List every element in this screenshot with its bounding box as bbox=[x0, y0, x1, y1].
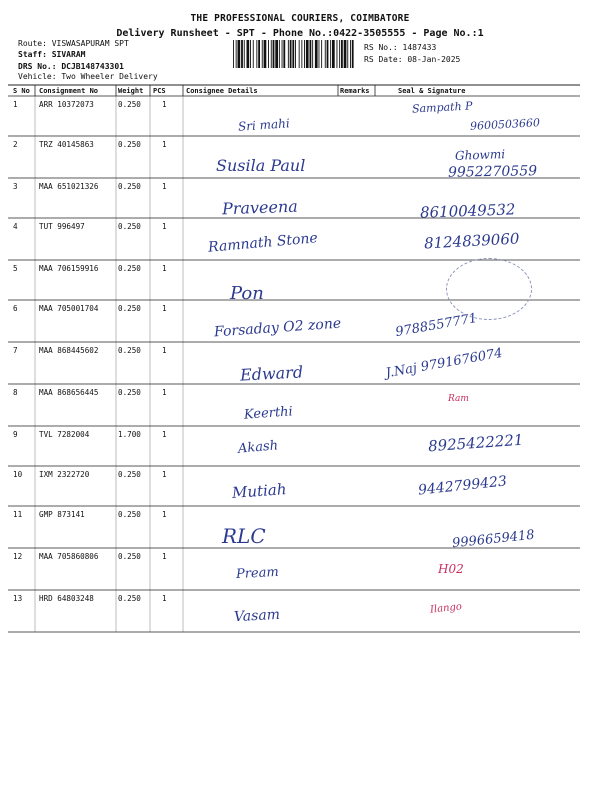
barcode-bar bbox=[238, 40, 241, 68]
row-weight: 1.700 bbox=[118, 430, 141, 439]
drs-label: DRS No.: bbox=[18, 62, 57, 71]
barcode-bar bbox=[306, 40, 309, 68]
row-signature-handwritten: J.Naj 9791676074 bbox=[384, 345, 504, 382]
barcode-bar bbox=[327, 40, 329, 68]
barcode-bar bbox=[301, 40, 302, 68]
row-consignee-handwritten: Susila Paul bbox=[216, 156, 306, 175]
drs-line bbox=[18, 62, 124, 71]
row-signature-handwritten: H02 bbox=[438, 562, 464, 576]
route-label: Route: bbox=[18, 39, 47, 48]
barcode-image bbox=[232, 40, 354, 68]
barcode-bar bbox=[244, 40, 245, 68]
row-consignee-handwritten: Edward bbox=[239, 362, 304, 385]
col-header-consignee: Consignee Details bbox=[186, 87, 258, 95]
barcode-bar bbox=[319, 40, 320, 68]
row-consignee-handwritten: Keerthi bbox=[243, 404, 294, 423]
col-header-seal-signature: Seal & Signature bbox=[398, 87, 466, 95]
barcode-bar bbox=[233, 40, 234, 68]
barcode-bar bbox=[332, 40, 335, 68]
row-sno: 9 bbox=[13, 430, 18, 439]
rs-date-line bbox=[364, 55, 460, 64]
barcode-bar bbox=[268, 40, 269, 68]
barcode-bar bbox=[264, 40, 267, 68]
row-consignee-handwritten: RLC bbox=[222, 524, 266, 548]
barcode-bar bbox=[337, 40, 338, 68]
row-weight: 0.250 bbox=[118, 304, 141, 313]
barcode-bar bbox=[241, 40, 243, 68]
row-consignee-handwritten: Mutiah bbox=[231, 480, 288, 502]
col-header-weight: Weight bbox=[118, 87, 144, 95]
barcode-bar bbox=[290, 40, 292, 68]
barcode-bar bbox=[299, 40, 300, 68]
row-weight: 0.250 bbox=[118, 222, 141, 231]
row-sno: 7 bbox=[13, 346, 18, 355]
company-title: THE PROFESSIONAL COURIERS, COIMBATORE bbox=[190, 13, 410, 24]
row-consignee-handwritten: Akash bbox=[237, 438, 279, 457]
staff-value: SIVARAM bbox=[51, 50, 86, 59]
barcode-bar bbox=[295, 40, 296, 68]
row-sno: 2 bbox=[13, 140, 18, 149]
barcode-bar bbox=[283, 40, 285, 68]
row-consignee-handwritten: Forsaday O2 zone bbox=[213, 315, 342, 341]
barcode-bar bbox=[256, 40, 257, 68]
row-signature-handwritten: 9952270559 bbox=[447, 163, 538, 181]
row-signature-handwritten: Ilango bbox=[429, 601, 463, 616]
barcode-bar bbox=[352, 40, 354, 68]
route-line bbox=[18, 39, 129, 48]
row-signature-handwritten: 8610049532 bbox=[419, 200, 516, 222]
row-signature-handwritten: 9788557771 bbox=[394, 310, 479, 341]
barcode-bar bbox=[273, 40, 275, 68]
staff-label: Staff: bbox=[18, 50, 47, 59]
row-signature-handwritten: 8925422221 bbox=[427, 430, 524, 456]
row-sno: 13 bbox=[13, 594, 23, 603]
row-sno: 1 bbox=[13, 100, 18, 109]
barcode-bar bbox=[253, 40, 254, 68]
row-signature-handwritten: 9996659418 bbox=[451, 527, 536, 552]
row-consignment-no: IXM 2322720 bbox=[39, 470, 90, 479]
rs-date-label: RS Date: bbox=[364, 55, 403, 64]
row-pcs: 1 bbox=[162, 430, 167, 439]
barcode-bar bbox=[304, 40, 305, 68]
row-sno: 6 bbox=[13, 304, 18, 313]
row-pcs: 1 bbox=[162, 182, 167, 191]
row-signature-handwritten: 9442799423 bbox=[417, 473, 508, 499]
row-pcs: 1 bbox=[162, 510, 167, 519]
rs-no-label: RS No.: bbox=[364, 43, 398, 52]
row-signature-handwritten: Sampath P bbox=[411, 99, 473, 116]
row-consignment-no: TUT 996497 bbox=[39, 222, 85, 231]
barcode-bar bbox=[279, 40, 280, 68]
col-header-consignment: Consignment No bbox=[39, 87, 99, 95]
row-weight: 0.250 bbox=[118, 470, 141, 479]
row-sno: 8 bbox=[13, 388, 18, 397]
col-header-sno: S No bbox=[13, 87, 30, 95]
row-pcs: 1 bbox=[162, 140, 167, 149]
vehicle-line bbox=[18, 72, 158, 81]
row-sno: 11 bbox=[13, 510, 23, 519]
barcode-bar bbox=[347, 40, 348, 68]
barcode-bar bbox=[282, 40, 283, 68]
barcode-bar bbox=[344, 40, 347, 68]
row-consignment-no: TRZ 40145863 bbox=[39, 140, 94, 149]
row-consignment-no: MAA 868656445 bbox=[39, 388, 99, 397]
rs-no-line bbox=[364, 43, 436, 52]
barcode-bar bbox=[312, 40, 313, 68]
row-pcs: 1 bbox=[162, 264, 167, 273]
row-sno: 3 bbox=[13, 182, 18, 191]
row-consignee-handwritten: Pon bbox=[230, 283, 264, 304]
seal-stamp bbox=[446, 258, 532, 320]
row-weight: 0.250 bbox=[118, 140, 141, 149]
row-signature-handwritten: Ram bbox=[448, 394, 469, 404]
row-signature-handwritten: Ghowmi bbox=[454, 147, 506, 163]
row-weight: 0.250 bbox=[118, 510, 141, 519]
row-weight: 0.250 bbox=[118, 388, 141, 397]
row-weight: 0.250 bbox=[118, 346, 141, 355]
col-header-remarks: Remarks bbox=[340, 87, 370, 95]
row-weight: 0.250 bbox=[118, 552, 141, 561]
runsheet-subtitle: Delivery Runsheet - SPT - Phone No.:0422-3505555 - Page No.:1 bbox=[116, 28, 484, 39]
row-pcs: 1 bbox=[162, 346, 167, 355]
row-pcs: 1 bbox=[162, 222, 167, 231]
row-consignment-no: MAA 651021326 bbox=[39, 182, 99, 191]
barcode-bar bbox=[236, 40, 237, 68]
row-consignment-no: TVL 7282004 bbox=[39, 430, 90, 439]
row-pcs: 1 bbox=[162, 470, 167, 479]
row-signature-handwritten: 9600503660 bbox=[469, 116, 541, 133]
route-value: VISWASAPURAM SPT bbox=[51, 39, 129, 48]
drs-value: DCJB148743301 bbox=[61, 62, 124, 71]
barcode-bar bbox=[325, 40, 326, 68]
row-weight: 0.250 bbox=[118, 100, 141, 109]
rs-no-value: 1487433 bbox=[402, 43, 437, 52]
row-consignment-no: HRD 64803248 bbox=[39, 594, 94, 603]
barcode-bar bbox=[310, 40, 312, 68]
barcode-bar bbox=[341, 40, 343, 68]
row-sno: 12 bbox=[13, 552, 23, 561]
barcode-bar bbox=[262, 40, 263, 68]
row-consignment-no: MAA 705860806 bbox=[39, 552, 99, 561]
row-sno: 4 bbox=[13, 222, 18, 231]
col-header-pcs: PCS bbox=[153, 87, 166, 95]
row-consignment-no: MAA 868445602 bbox=[39, 346, 99, 355]
row-consignee-handwritten: Vasam bbox=[233, 606, 281, 626]
row-pcs: 1 bbox=[162, 594, 167, 603]
row-weight: 0.250 bbox=[118, 594, 141, 603]
row-signature-handwritten: 8124839060 bbox=[423, 229, 520, 253]
row-consignee-handwritten: Praveena bbox=[221, 196, 299, 219]
barcode-bar bbox=[247, 40, 250, 68]
barcode-bar bbox=[275, 40, 278, 68]
row-sno: 10 bbox=[13, 470, 23, 479]
barcode-bar bbox=[258, 40, 260, 68]
row-pcs: 1 bbox=[162, 552, 167, 561]
barcode-bar bbox=[330, 40, 331, 68]
row-pcs: 1 bbox=[162, 100, 167, 109]
row-consignment-no: MAA 706159916 bbox=[39, 264, 99, 273]
barcode-bar bbox=[288, 40, 289, 68]
row-weight: 0.250 bbox=[118, 182, 141, 191]
barcode-bar bbox=[350, 40, 351, 68]
row-weight: 0.250 bbox=[118, 264, 141, 273]
row-pcs: 1 bbox=[162, 304, 167, 313]
row-consignment-no: GMP 873141 bbox=[39, 510, 85, 519]
barcode-bar bbox=[292, 40, 294, 68]
vehicle-value: Two Wheeler Delivery bbox=[61, 72, 158, 81]
barcode-bar bbox=[271, 40, 272, 68]
barcode-bar bbox=[315, 40, 318, 68]
row-consignment-no: ARR 10372073 bbox=[39, 100, 94, 109]
row-consignment-no: MAA 705001704 bbox=[39, 304, 99, 313]
row-sno: 5 bbox=[13, 264, 18, 273]
row-consignee-handwritten: Pream bbox=[235, 564, 280, 583]
staff-line bbox=[18, 50, 85, 59]
row-consignee-handwritten: Ramnath Stone bbox=[207, 230, 319, 256]
row-pcs: 1 bbox=[162, 388, 167, 397]
rs-date-value: 08-Jan-2025 bbox=[407, 55, 461, 64]
barcode-bar bbox=[321, 40, 322, 68]
vehicle-label: Vehicle: bbox=[18, 72, 57, 81]
barcode-bar bbox=[339, 40, 340, 68]
row-consignee-handwritten: Sri mahi bbox=[237, 116, 291, 134]
barcode-bar bbox=[250, 40, 251, 68]
